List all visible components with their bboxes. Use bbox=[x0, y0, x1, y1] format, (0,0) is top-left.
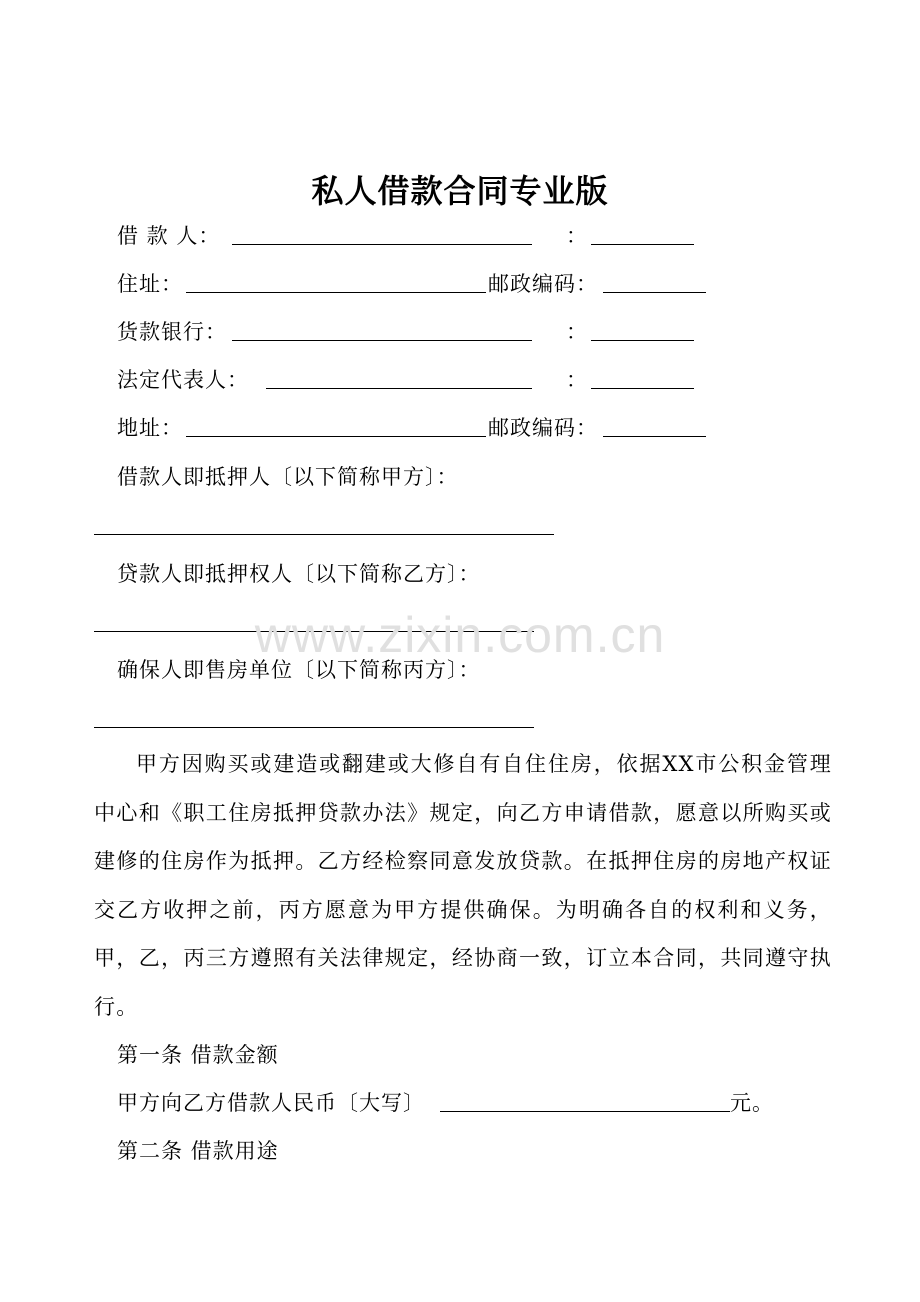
legal-rep-colon: ： bbox=[566, 368, 588, 392]
document-title: 私人借款合同专业版 bbox=[311, 172, 609, 210]
lender-bank-label: 货款银行： bbox=[117, 320, 227, 344]
article1-prefix: 甲方向乙方借款人民币〔大写〕 bbox=[117, 1091, 425, 1115]
borrower-extra-blank bbox=[591, 244, 694, 245]
address1-label: 住址： bbox=[117, 272, 183, 296]
postcode2-blank bbox=[603, 436, 706, 437]
address2-label: 地址： bbox=[117, 416, 183, 440]
borrower-label: 借 款 人： bbox=[117, 224, 221, 248]
party-c-blank bbox=[94, 727, 534, 728]
legal-rep-blank bbox=[266, 388, 532, 389]
postcode2-label: 邮政编码： bbox=[488, 416, 598, 440]
article2-title: 第二条 借款用途 bbox=[117, 1139, 279, 1163]
borrower-blank bbox=[232, 244, 532, 245]
lender-bank-blank bbox=[232, 340, 532, 341]
party-a-label: 借款人即抵押人〔以下简称甲方〕： bbox=[117, 465, 459, 489]
party-b-label: 贷款人即抵押权人〔以下简称乙方〕： bbox=[117, 562, 481, 586]
legal-rep-label: 法定代表人： bbox=[117, 368, 249, 392]
body-paragraph: 甲方因购买或建造或翻建或大修自有自住住房，依据XX市公积金管理中心和《职工住房抵押贷款办法》规定，向乙方申请借款，愿意以所购买或建修的住房作为抵押。乙方经检察同意发放贷款。在抵押住房的房地产权证交乙方收押之前，丙方愿意为甲方提供确保。为明确各自的权利和义务，甲，乙，丙三方遵照有关法律规定，经协商一致，订立本合同，共同遵守执行。 bbox=[94, 752, 832, 1019]
party-c-label: 确保人即售房单位〔以下简称丙方〕： bbox=[117, 658, 481, 682]
watermark: www.zixin.com.cn bbox=[254, 607, 666, 663]
lender-bank-extra-blank bbox=[591, 340, 694, 341]
article1-title: 第一条 借款金额 bbox=[117, 1043, 279, 1067]
address2-blank bbox=[186, 436, 486, 437]
lender-bank-colon: ： bbox=[566, 320, 588, 344]
address1-blank bbox=[186, 292, 486, 293]
article1-amount-blank bbox=[440, 1111, 730, 1112]
postcode1-label: 邮政编码： bbox=[488, 272, 598, 296]
article1-suffix: 元。 bbox=[730, 1091, 774, 1115]
postcode1-blank bbox=[603, 292, 706, 293]
legal-rep-extra-blank bbox=[591, 388, 694, 389]
party-a-blank bbox=[94, 534, 554, 535]
borrower-colon: ： bbox=[566, 224, 588, 248]
